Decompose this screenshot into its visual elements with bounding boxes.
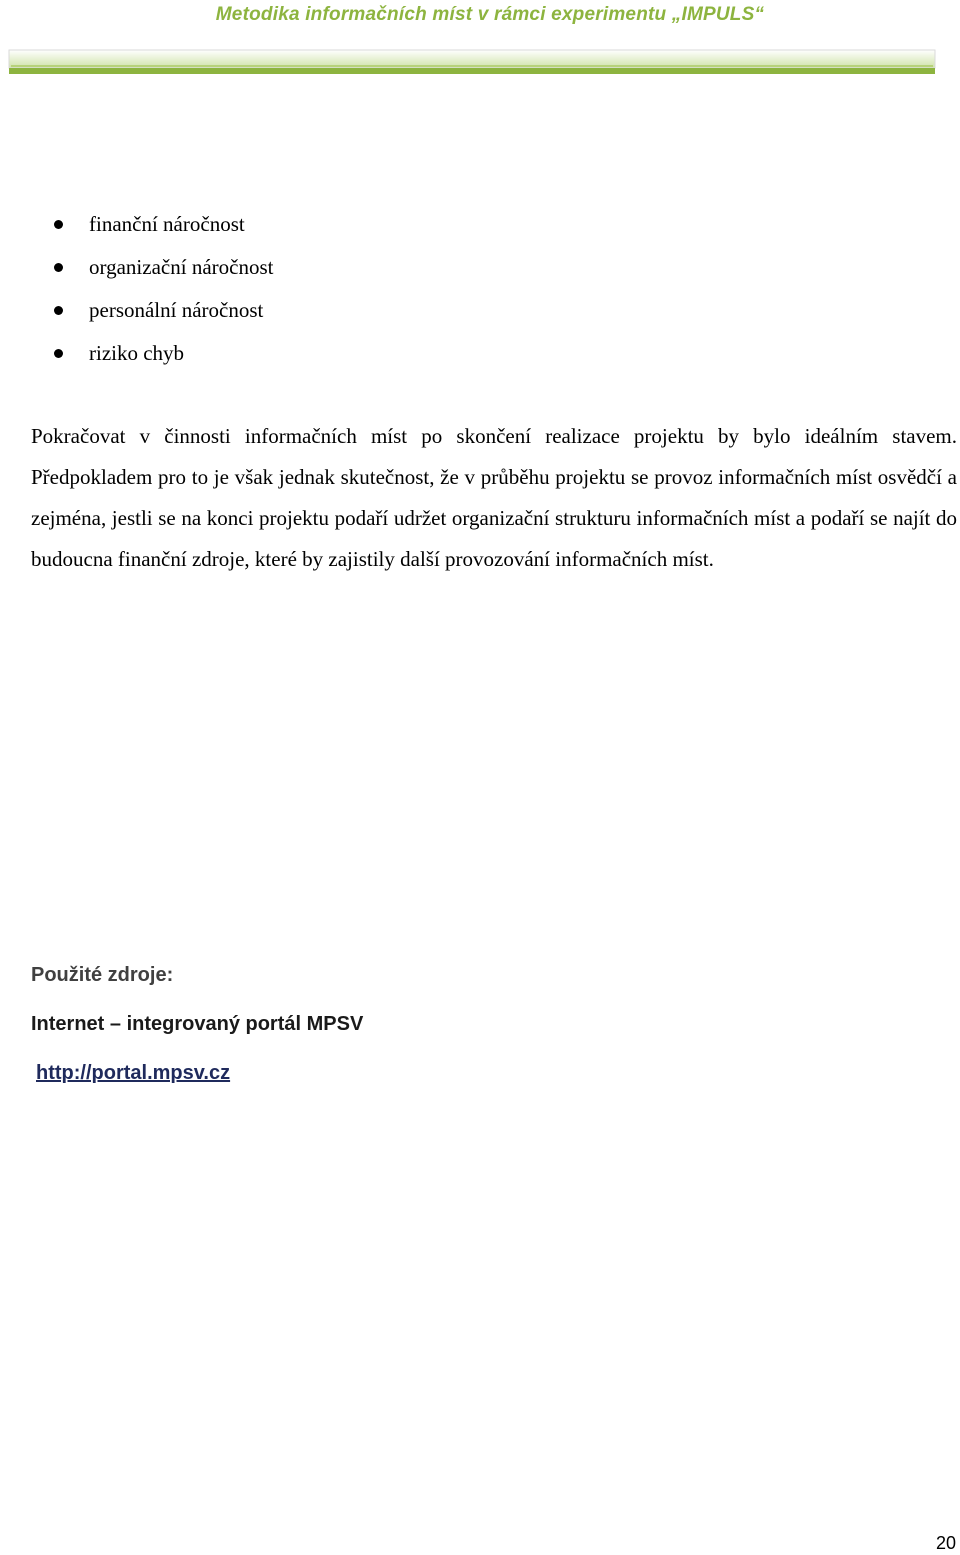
header-rule-decoration <box>5 46 939 74</box>
bullet-icon <box>54 349 63 358</box>
list-item-text: personální náročnost <box>89 298 264 322</box>
bullet-icon <box>54 220 63 229</box>
header-title: Metodika informačních míst v rámci experimentu „IMPULS“ <box>215 4 765 25</box>
page-number: 20 <box>936 1533 957 1553</box>
list-item-text: organizační náročnost <box>89 255 274 279</box>
body-paragraph: Pokračovat v činnosti informačních míst po skončení realizace projektu by bylo ideálním stavem. Předpokladem pro to je však jednak skutečnost, že v průběhu projektu se provoz informačních míst osvědčí a zejména, jestli se na konci projektu podaří udržet organizační strukturu informačních míst a podaří se najít do budoucna finanční zdroje, které by zajistily další provozování informačních míst. <box>31 424 957 571</box>
bullet-icon <box>54 306 63 315</box>
bullet-icon <box>54 263 63 272</box>
source-link[interactable]: http://portal.mpsv.cz <box>36 1062 231 1084</box>
source-entry: Internet – integrovaný portál MPSV <box>31 1013 364 1035</box>
sources-heading: Použité zdroje: <box>31 964 174 986</box>
list-item-text: finanční náročnost <box>89 212 245 236</box>
list-item-text: riziko chyb <box>89 341 185 365</box>
